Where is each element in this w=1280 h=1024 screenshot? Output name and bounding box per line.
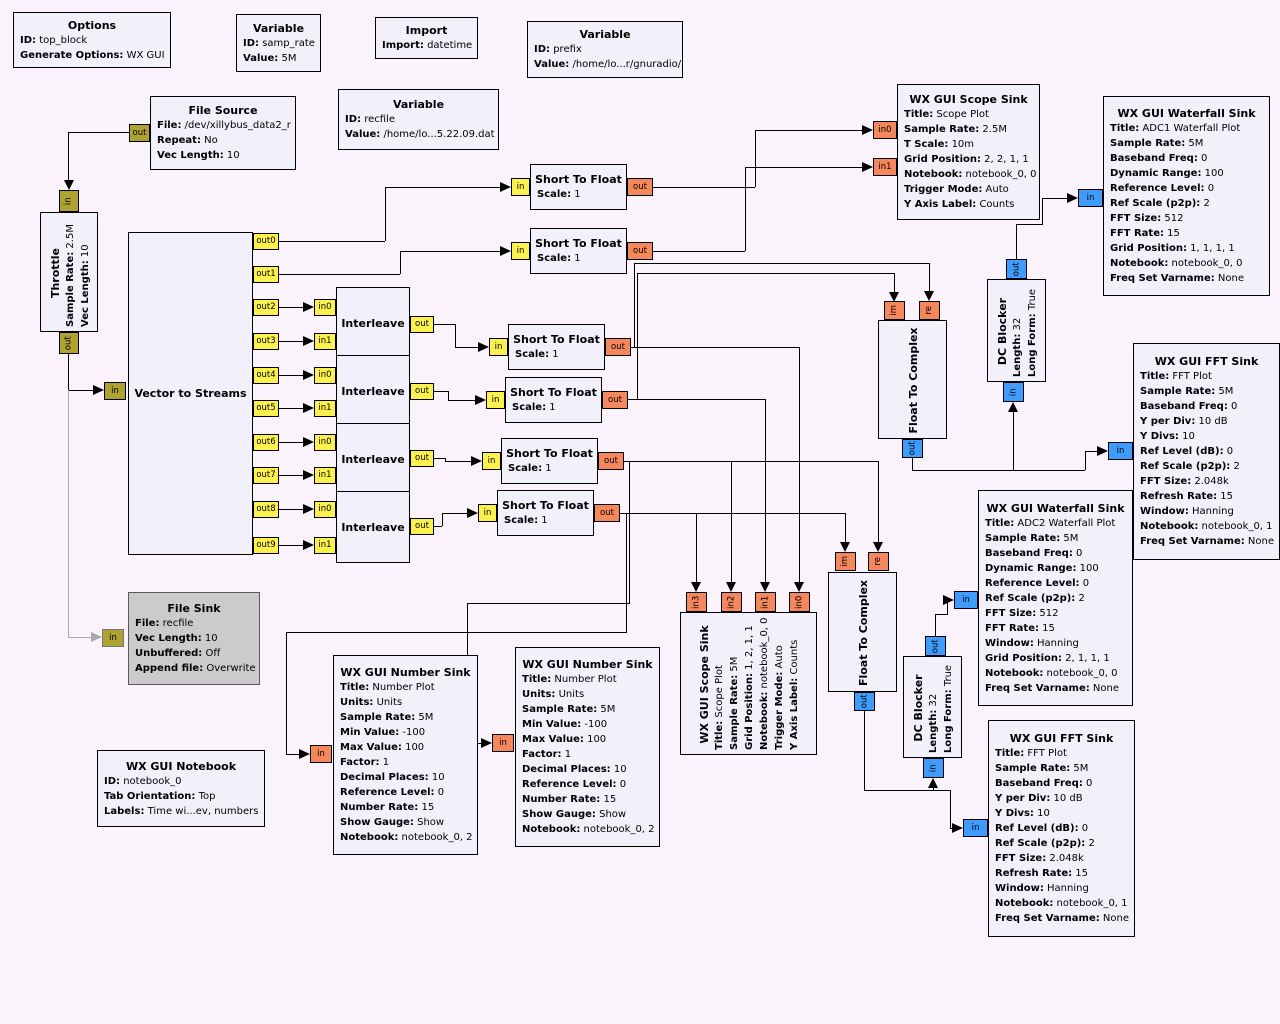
wire[interactable] (912, 458, 913, 470)
block-params: Title: Scope Plot Sample Rate: 2.5M T Scale: 10m Grid Position: 2, 2, 1, 1 Notebook: notebook_0, 0 Trigger Mode: Auto Y Axis Label: Counts (904, 109, 1037, 210)
block-wx-gui-scope-sink-top[interactable] (897, 84, 1040, 220)
port-number-sink1-in[interactable]: in (310, 745, 332, 763)
block-variable-recfile[interactable] (338, 89, 499, 150)
block-title: Float To Complex (857, 579, 870, 687)
block-params: Sample Rate: 2.5M Vec Length: 10 (64, 224, 91, 327)
port-scope-bottom-in3[interactable]: in3 (686, 592, 707, 612)
wire[interactable] (286, 632, 627, 633)
port-throttle-in[interactable]: in (59, 190, 79, 212)
port-stf4-out[interactable]: out (602, 391, 628, 409)
block-title: WX GUI Number Sink (340, 666, 471, 679)
port-interleave3-out[interactable]: out (410, 450, 434, 467)
arrowhead (303, 540, 314, 550)
wire[interactable] (1042, 198, 1043, 224)
block-title: Interleave (341, 384, 405, 398)
block-params: Title: ADC2 Waterfall Plot Sample Rate: 5M Baseband Freq: 0 Dynamic Range: 100 Reference Level: 0 Ref Scale (p2p): 2 FFT Size: 512 FFT Rate: 15 Window: Hanning Grid Position: 2, 1, 1, 1 Notebook: notebook_0, 0 Freq Set Varname: None (985, 517, 1120, 694)
wire[interactable] (629, 461, 630, 603)
block-variable-prefix[interactable] (527, 21, 683, 78)
wire[interactable] (620, 513, 845, 514)
port-interleave1-in0[interactable]: in0 (314, 299, 336, 316)
port-file-source-out[interactable]: out (129, 124, 150, 142)
wire[interactable] (68, 132, 69, 180)
block-throttle[interactable] (40, 212, 98, 332)
wire[interactable] (864, 790, 950, 791)
arrowhead (928, 778, 938, 788)
block-params: ID: top_block Generate Options: WX GUI (20, 34, 165, 61)
arrowhead (952, 823, 963, 833)
block-params: Scale: 1 (512, 402, 556, 413)
wire[interactable] (1042, 198, 1067, 199)
port-interleave1-out[interactable]: out (410, 316, 434, 333)
block-vector-to-streams[interactable] (128, 232, 253, 555)
wire[interactable] (279, 307, 303, 308)
wire[interactable] (933, 788, 934, 790)
block-title: Interleave (341, 520, 405, 534)
wire[interactable] (279, 341, 303, 342)
wire[interactable] (442, 513, 443, 526)
block-short-to-float-4[interactable] (505, 377, 602, 423)
port-interleave4-in0[interactable]: in0 (314, 501, 336, 518)
block-number-sink-2[interactable] (515, 647, 660, 847)
port-waterfall1-in[interactable]: in (1078, 189, 1103, 207)
block-title: WX GUI Number Sink (522, 658, 653, 671)
block-short-to-float-6[interactable] (497, 490, 594, 536)
wire[interactable] (935, 614, 936, 636)
port-ftc2-out[interactable]: out (854, 692, 875, 711)
wire[interactable] (448, 400, 475, 401)
arrowhead (303, 302, 314, 312)
port-stf4-in[interactable]: in (486, 391, 505, 409)
wire[interactable] (434, 391, 448, 392)
port-file-sink-in[interactable]: in (102, 629, 124, 647)
arrowhead (467, 508, 478, 518)
port-dc2-in[interactable]: in (923, 758, 944, 778)
wire[interactable] (434, 458, 445, 459)
port-stf6-out[interactable]: out (594, 504, 620, 522)
wire[interactable] (1013, 412, 1014, 470)
arrowhead (303, 504, 314, 514)
arrowhead (303, 403, 314, 413)
wire[interactable] (1016, 224, 1017, 259)
port-throttle-out[interactable]: out (59, 332, 79, 354)
port-vts-in[interactable]: in (104, 382, 126, 400)
block-waterfall-sink-adc1[interactable] (1103, 96, 1270, 296)
block-title: Interleave (341, 452, 405, 466)
block-params: Title: ADC1 Waterfall Plot Sample Rate: 5M Baseband Freq: 0 Dynamic Range: 100 Reference Level: 0 Ref Scale (p2p): 2 FFT Size: 512 FFT Rate: 15 Grid Position: 1, 1, 1, 1 Notebook: notebook_0, 0 Freq Set Varname: None (1110, 123, 1245, 284)
port-stf1-out[interactable]: out (627, 178, 653, 196)
block-title: File Sink (167, 602, 221, 615)
block-title: DC Blocker (996, 297, 1009, 366)
arrowhead (299, 749, 310, 759)
wire[interactable] (279, 408, 303, 409)
arrowhead (500, 246, 511, 256)
port-stf6-in[interactable]: in (478, 504, 497, 522)
port-ftc1-re[interactable]: re (919, 301, 940, 320)
block-title: Float To Complex (907, 327, 920, 434)
wire[interactable] (385, 187, 386, 241)
port-stf3-in[interactable]: in (489, 338, 508, 356)
block-waterfall-sink-adc2[interactable] (978, 490, 1133, 706)
block-interleave-2[interactable] (336, 355, 410, 427)
block-params: Length: 32 Long Form: True (928, 664, 954, 753)
block-title: Interleave (341, 316, 405, 330)
arrowhead (840, 542, 850, 552)
wire[interactable] (755, 130, 862, 131)
block-params: Scale: 1 (515, 349, 559, 360)
block-short-to-float-3[interactable] (508, 324, 605, 370)
block-params: Scale: 1 (537, 253, 581, 264)
arrowhead (91, 632, 102, 642)
wire[interactable] (624, 461, 878, 462)
block-file-sink[interactable] (128, 592, 260, 685)
block-params: Scale: 1 (504, 515, 548, 526)
port-scope-top-in0[interactable]: in0 (873, 121, 897, 139)
wire[interactable] (286, 632, 287, 755)
block-title: Vector to Streams (134, 387, 247, 400)
block-title: Short To Float (502, 499, 589, 512)
block-title: Short To Float (535, 173, 622, 186)
port-scope-bottom-in2[interactable]: in2 (721, 592, 742, 612)
wire[interactable] (1085, 451, 1086, 470)
arrowhead (726, 582, 736, 592)
arrowhead (93, 385, 104, 395)
block-params: File: /dev/xillybus_data2_r Repeat: No Vec Length: 10 (157, 120, 291, 161)
port-stf5-in[interactable]: in (482, 452, 501, 470)
block-fft-sink-top[interactable] (1133, 343, 1280, 560)
wire[interactable] (745, 167, 862, 168)
port-scope-bottom-in0[interactable]: in0 (789, 592, 810, 612)
port-vts-out6[interactable]: out6 (253, 434, 279, 451)
block-interleave-1[interactable] (336, 287, 410, 359)
block-title: WX GUI Waterfall Sink (1117, 107, 1256, 120)
wire[interactable] (279, 375, 303, 376)
wire[interactable] (1085, 451, 1097, 452)
block-number-sink-1[interactable] (333, 655, 478, 855)
block-params: ID: samp_rate Value: 5M (243, 37, 315, 64)
arrowhead (64, 180, 74, 190)
arrowhead (794, 582, 804, 592)
arrowhead (873, 542, 883, 552)
block-title: Short To Float (506, 447, 593, 460)
port-vts-out5[interactable]: out5 (253, 400, 279, 417)
block-title: Variable (252, 21, 305, 35)
block-title: WX GUI Waterfall Sink (986, 501, 1125, 515)
arrowhead (500, 182, 511, 192)
wire[interactable] (279, 475, 303, 476)
wire[interactable] (755, 130, 756, 187)
block-title: WX GUI FFT Sink (1154, 355, 1259, 368)
arrowhead (760, 582, 770, 592)
arrowhead (862, 125, 873, 135)
wire[interactable] (878, 461, 879, 542)
block-title: DC Blocker (912, 674, 925, 742)
arrowhead (303, 336, 314, 346)
block-float-to-complex-1[interactable] (878, 320, 947, 439)
wire[interactable] (279, 241, 385, 242)
port-interleave4-in1[interactable]: in1 (314, 537, 336, 554)
block-fft-sink-bottom[interactable] (988, 720, 1135, 937)
block-variable-samp-rate[interactable] (236, 14, 321, 72)
wire[interactable] (950, 790, 951, 828)
port-interleave2-in0[interactable]: in0 (314, 367, 336, 384)
port-stf5-out[interactable]: out (598, 452, 624, 470)
arrowhead (1097, 446, 1108, 456)
wire[interactable] (799, 347, 800, 582)
wire[interactable] (626, 513, 627, 632)
port-ftc1-im[interactable]: im (884, 301, 905, 320)
wire[interactable] (68, 132, 129, 133)
port-interleave1-in1[interactable]: in1 (314, 333, 336, 350)
block-short-to-float-2[interactable] (530, 228, 627, 274)
wire[interactable] (279, 545, 303, 546)
wire[interactable] (442, 513, 467, 514)
block-title: WX GUI Scope Sink (698, 625, 711, 744)
block-title: Import (405, 24, 448, 37)
block-title: Variable (392, 98, 445, 111)
wire[interactable] (467, 603, 630, 604)
block-title: Short To Float (513, 333, 600, 346)
block-title: Options (67, 18, 117, 32)
block-dc-blocker-1[interactable] (987, 279, 1046, 382)
arrowhead (862, 162, 873, 172)
port-dc2-out[interactable]: out (925, 636, 946, 656)
block-title: WX GUI Notebook (125, 759, 237, 773)
port-interleave2-in1[interactable]: in1 (314, 400, 336, 417)
arrowhead (478, 342, 489, 352)
wire[interactable] (631, 347, 799, 348)
block-import[interactable] (375, 17, 478, 59)
block-params: ID: prefix Value: /home/lo...r/gnuradio/ (534, 44, 682, 70)
wire[interactable] (455, 347, 478, 348)
block-params: ID: recfile Value: /home/lo...5.22.09.dat (345, 114, 495, 140)
block-params: Title: Number Plot Units: Units Sample Rate: 5M Min Value: -100 Max Value: 100 Factor: 1 Decimal Places: 10 Reference Level: 0 Number Rate: 15 Show Gauge: Show Notebook: notebook_0, 2 (522, 674, 655, 835)
arrowhead (471, 456, 482, 466)
port-number-sink2-in[interactable]: in (492, 734, 514, 752)
wire[interactable] (628, 399, 765, 400)
wire[interactable] (765, 399, 766, 582)
wire[interactable] (935, 614, 948, 615)
arrowhead (943, 595, 954, 605)
wire[interactable] (455, 324, 456, 347)
block-interleave-3[interactable] (336, 423, 410, 495)
wire[interactable] (894, 273, 895, 292)
block-params: ID: notebook_0 Tab Orientation: Top Labels: Time wi...ev, numbers (104, 775, 259, 817)
port-scope-bottom-in1[interactable]: in1 (755, 592, 776, 612)
block-params: File: recfile Vec Length: 10 Unbuffered: Off Append file: Overwrite (135, 618, 256, 674)
wire[interactable] (653, 187, 755, 188)
arrowhead (303, 437, 314, 447)
block-params: Title: Scope Plot Sample Rate: 5M Grid Position: 1, 2, 1, 1 Notebook: notebook_0, 0 Trigger Mode: Auto Y Axis Label: Counts (714, 617, 800, 750)
wire[interactable] (634, 263, 929, 264)
wire[interactable] (745, 167, 746, 251)
wire[interactable] (400, 251, 500, 252)
block-params: Scale: 1 (508, 463, 552, 474)
block-title: File Source (188, 104, 258, 117)
port-dc1-out[interactable]: out (1006, 259, 1027, 279)
arrowhead (481, 738, 492, 748)
port-ftc2-re[interactable]: re (868, 552, 889, 571)
port-waterfall2-in[interactable]: in (954, 591, 978, 609)
arrowhead (475, 395, 486, 405)
arrowhead (691, 582, 701, 592)
port-ftc1-out[interactable]: out (902, 439, 923, 458)
block-params: Title: Number Plot Units: Units Sample Rate: 5M Min Value: -100 Max Value: 100 Factor: 1 Decimal Places: 10 Reference Level: 0 Number Rate: 15 Show Gauge: Show Notebook: notebook_0, 2 (340, 682, 473, 843)
wire[interactable] (864, 711, 865, 790)
block-title: Short To Float (535, 237, 622, 250)
port-vts-out1[interactable]: out1 (253, 266, 279, 283)
block-params: Import: datetime (382, 40, 473, 51)
port-stf2-in[interactable]: in (511, 242, 530, 260)
port-vts-out0[interactable]: out0 (253, 233, 279, 250)
arrowhead (303, 370, 314, 380)
wire[interactable] (448, 391, 449, 400)
port-fft2-in[interactable]: in (963, 819, 988, 837)
wire[interactable] (400, 251, 401, 274)
block-interleave-4[interactable] (336, 491, 410, 563)
block-title: WX GUI Scope Sink (909, 93, 1028, 106)
wire[interactable] (385, 187, 500, 188)
port-stf2-out[interactable]: out (627, 242, 653, 260)
wire[interactable] (912, 470, 1085, 471)
block-options[interactable] (13, 12, 171, 68)
block-title: Short To Float (510, 386, 597, 399)
port-stf1-in[interactable]: in (511, 178, 530, 196)
port-interleave3-in0[interactable]: in0 (314, 434, 336, 451)
block-short-to-float-5[interactable] (501, 438, 598, 484)
wire[interactable] (279, 442, 303, 443)
port-interleave4-out[interactable]: out (410, 518, 434, 535)
port-vts-out8[interactable]: out8 (253, 501, 279, 518)
port-vts-out3[interactable]: out3 (253, 333, 279, 350)
block-title: Variable (579, 28, 631, 41)
block-wx-gui-notebook[interactable] (97, 750, 265, 827)
wire[interactable] (445, 461, 471, 462)
port-vts-out9[interactable]: out9 (253, 537, 279, 554)
block-params: Title: FFT Plot Sample Rate: 5M Baseband Freq: 0 Y per Div: 10 dB Y Divs: 10 Ref Level (dB): 0 Ref Scale (p2p): 2 FFT Size: 2.048k Refresh Rate: 15 Window: Hanning Notebook: notebook_0, 1 Freq Set Varname: None (995, 748, 1130, 924)
port-vts-out2[interactable]: out2 (253, 299, 279, 316)
arrowhead (1067, 193, 1078, 203)
port-ftc2-im[interactable]: im (835, 552, 856, 571)
wire[interactable] (434, 526, 442, 527)
port-interleave3-in1[interactable]: in1 (314, 467, 336, 484)
wire[interactable] (731, 461, 732, 582)
port-interleave2-out[interactable]: out (410, 383, 434, 400)
block-params: Length: 32 Long Form: True (1012, 288, 1038, 377)
port-vts-out4[interactable]: out4 (253, 367, 279, 384)
block-title: Throttle (48, 247, 62, 299)
arrowhead (303, 470, 314, 480)
arrowhead (1008, 402, 1018, 412)
wire[interactable] (68, 354, 69, 390)
wire[interactable] (696, 513, 697, 582)
wire[interactable] (637, 273, 638, 399)
wire[interactable] (279, 509, 303, 510)
wire[interactable] (845, 513, 846, 542)
port-scope-top-in1[interactable]: in1 (873, 158, 897, 176)
block-dc-blocker-2[interactable] (903, 656, 962, 758)
wire[interactable] (68, 390, 93, 391)
block-wx-gui-scope-sink-bottom[interactable] (680, 612, 817, 755)
port-fft1-in[interactable]: in (1108, 442, 1133, 460)
wire[interactable] (1016, 224, 1043, 225)
wire[interactable] (634, 263, 635, 347)
block-params: Scale: 1 (537, 189, 581, 200)
wire[interactable] (286, 754, 299, 755)
wire-disabled[interactable] (68, 390, 69, 637)
wire[interactable] (653, 251, 745, 252)
block-float-to-complex-2[interactable] (828, 572, 897, 692)
wire[interactable] (929, 263, 930, 291)
wire[interactable] (434, 324, 455, 325)
wire[interactable] (637, 273, 894, 274)
block-title: WX GUI FFT Sink (1009, 732, 1114, 745)
block-file-source[interactable] (150, 96, 296, 170)
block-short-to-float-1[interactable] (530, 164, 627, 210)
port-vts-out7[interactable]: out7 (253, 467, 279, 484)
wire-disabled[interactable] (68, 637, 91, 638)
block-params: Title: FFT Plot Sample Rate: 5M Baseband Freq: 0 Y per Div: 10 dB Y Divs: 10 Ref Level (dB): 0 Ref Scale (p2p): 2 FFT Size: 2.048k Refresh Rate: 15 Window: Hanning Notebook: notebook_0, 1 Freq Set Varname: None (1140, 371, 1275, 547)
arrowhead (924, 291, 934, 301)
port-dc1-in[interactable]: in (1003, 382, 1024, 402)
port-stf3-out[interactable]: out (605, 338, 631, 356)
wire[interactable] (279, 274, 400, 275)
